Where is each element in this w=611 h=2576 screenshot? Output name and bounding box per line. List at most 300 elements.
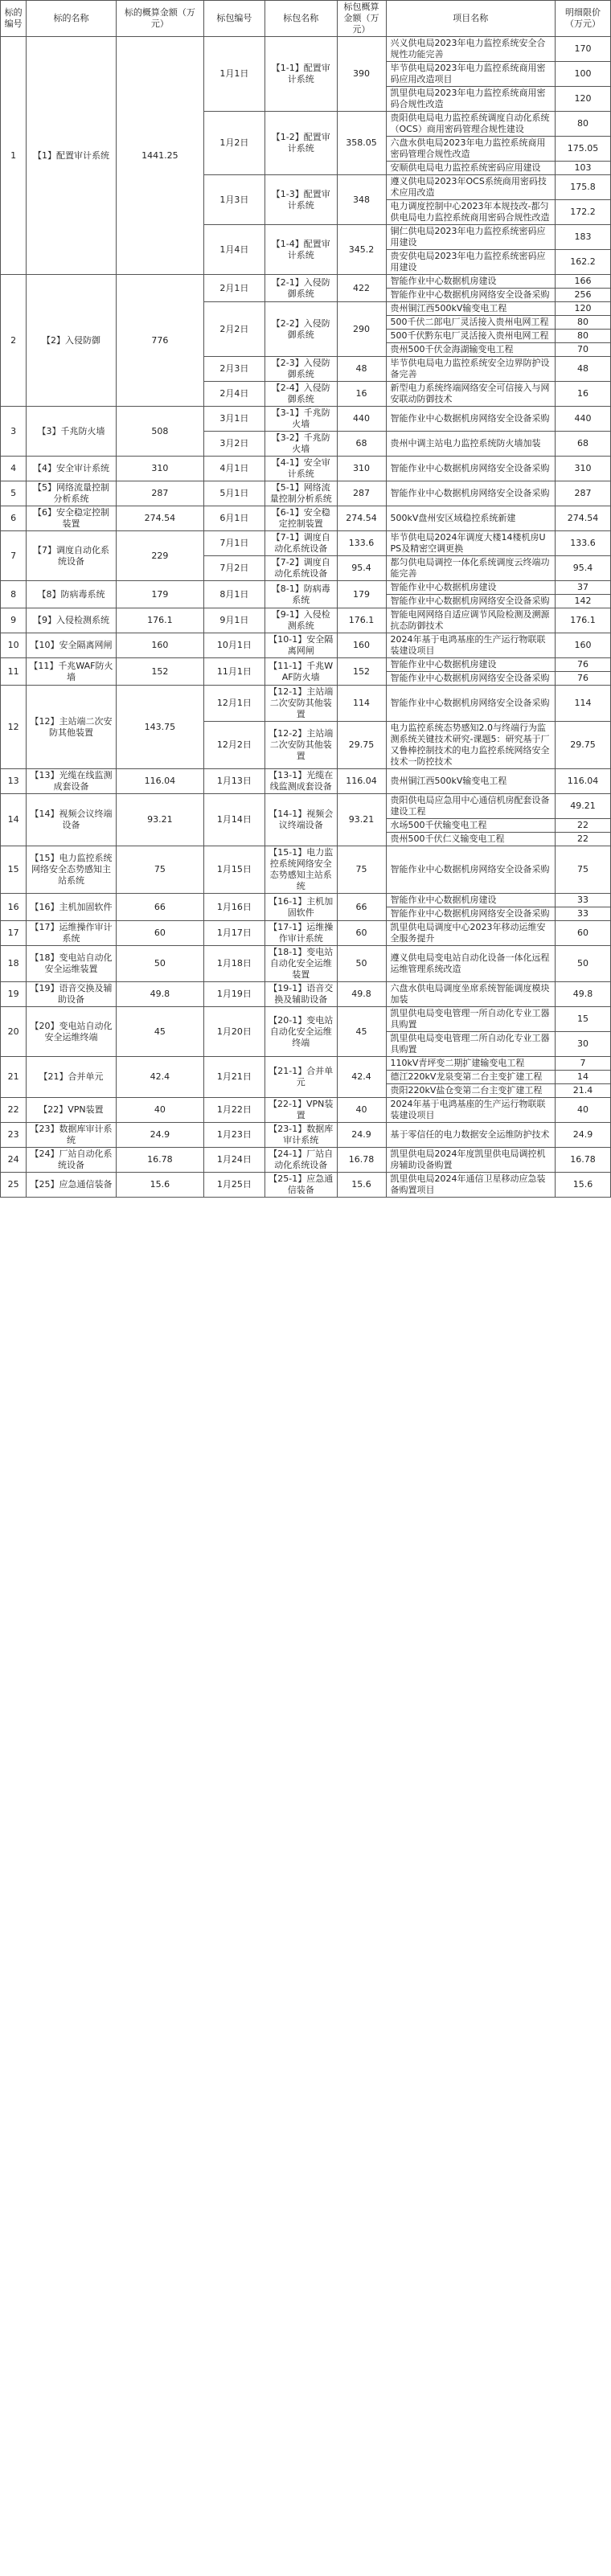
package-name: 【18-1】变电站自动化安全运维装置 — [264, 946, 337, 982]
limit-price: 160 — [555, 633, 610, 658]
package-no: 1月4日 — [203, 225, 264, 275]
limit-price: 310 — [555, 457, 610, 481]
project-name: 贵州铜江西500kV输变电工程 — [386, 769, 555, 794]
project-name: 凯里供电局2023年电力监控系统商用密码合规性改造 — [386, 87, 555, 112]
lot-name: 【23】数据库审计系统 — [27, 1123, 117, 1148]
package-amount: 24.9 — [337, 1123, 386, 1148]
limit-price: 60 — [555, 921, 610, 946]
lot-name: 【21】合并单元 — [27, 1057, 117, 1098]
table-row — [1, 37, 611, 62]
package-name: 【1-2】配置审计系统 — [264, 112, 337, 175]
lot-name: 【12】主站端二次安防其他装置 — [27, 686, 117, 769]
limit-price: 70 — [555, 343, 610, 357]
project-name: 贵州500千伏金海湖输变电工程 — [386, 343, 555, 357]
table-row — [1, 506, 611, 531]
project-name: 六盘水供电局2023年电力监控系统商用密码管理合规性改造 — [386, 137, 555, 162]
package-amount: 68 — [337, 432, 386, 457]
lot-amount: 176.1 — [116, 608, 203, 633]
table-row — [1, 686, 611, 722]
lot-no: 18 — [1, 946, 27, 982]
table-row — [1, 1057, 611, 1071]
package-amount: 358.05 — [337, 112, 386, 175]
package-no: 1月3日 — [203, 175, 264, 225]
project-name: 110kV青坪变二期扩建输变电工程 — [386, 1057, 555, 1071]
project-name: 遵义供电局变电站自动化设备一体化远程运维管理系统改造 — [386, 946, 555, 982]
lot-name: 【8】防病毒系统 — [27, 581, 117, 608]
limit-price: 80 — [555, 330, 610, 343]
package-name: 【16-1】主机加固软件 — [264, 894, 337, 921]
project-name: 智能作业中心数据机房建设 — [386, 581, 555, 595]
package-amount: 95.4 — [337, 556, 386, 581]
limit-price: 49.8 — [555, 982, 610, 1007]
package-no: 1月24日 — [203, 1148, 264, 1173]
package-no: 8月1日 — [203, 581, 264, 608]
package-no: 1月16日 — [203, 894, 264, 921]
package-no: 1月19日 — [203, 982, 264, 1007]
lot-no: 8 — [1, 581, 27, 608]
limit-price: 14 — [555, 1071, 610, 1084]
table-row — [1, 1007, 611, 1032]
project-name: 智能作业中心数据机房网络安全设备采购 — [386, 907, 555, 921]
limit-price: 114 — [555, 686, 610, 722]
lot-name: 【20】变电站自动化安全运维终端 — [27, 1007, 117, 1057]
package-amount: 274.54 — [337, 506, 386, 531]
limit-price: 116.04 — [555, 769, 610, 794]
package-amount: 16 — [337, 382, 386, 407]
limit-price: 21.4 — [555, 1084, 610, 1098]
project-name: 凯里供电局调度中心2023年移动运维安全服务提升 — [386, 921, 555, 946]
project-name: 智能作业中心数据机房网络安全设备采购 — [386, 407, 555, 432]
table-row — [1, 894, 611, 907]
package-no: 1月21日 — [203, 1057, 264, 1098]
package-amount: 114 — [337, 686, 386, 722]
package-no: 1月1日 — [203, 37, 264, 112]
lot-name: 【3】千兆防火墙 — [27, 407, 117, 457]
lot-amount: 42.4 — [116, 1057, 203, 1098]
project-name: 毕节供电局电力监控系统安全边界防护设备完善 — [386, 357, 555, 382]
limit-price: 175.05 — [555, 137, 610, 162]
table-row — [1, 531, 611, 556]
package-name: 【9-1】入侵检测系统 — [264, 608, 337, 633]
limit-price: 170 — [555, 37, 610, 62]
project-name: 贵州铜江西500kV输变电工程 — [386, 302, 555, 316]
lot-amount: 143.75 — [116, 686, 203, 769]
project-name: 六盘水供电局调度坐席系统智能调度模块加装 — [386, 982, 555, 1007]
lot-no: 24 — [1, 1148, 27, 1173]
limit-price: 40 — [555, 1098, 610, 1123]
lot-amount: 776 — [116, 275, 203, 407]
lot-amount: 287 — [116, 481, 203, 506]
package-amount: 133.6 — [337, 531, 386, 556]
lot-no: 12 — [1, 686, 27, 769]
limit-price: 33 — [555, 894, 610, 907]
package-no: 11月1日 — [203, 658, 264, 686]
lot-amount: 310 — [116, 457, 203, 481]
lot-amount: 1441.25 — [116, 37, 203, 275]
table-row — [1, 921, 611, 946]
package-amount: 50 — [337, 946, 386, 982]
lot-no: 11 — [1, 658, 27, 686]
package-name: 【1-4】配置审计系统 — [264, 225, 337, 275]
project-name: 500千伏二郎电厂灵活接入贵州电网工程 — [386, 316, 555, 330]
lot-no: 20 — [1, 1007, 27, 1057]
lot-name: 【7】调度自动化系统设备 — [27, 531, 117, 581]
table-row — [1, 658, 611, 672]
package-no: 2月3日 — [203, 357, 264, 382]
package-name: 【20-1】变电站自动化安全运维终端 — [264, 1007, 337, 1057]
lot-no: 21 — [1, 1057, 27, 1098]
lot-name: 【16】主机加固软件 — [27, 894, 117, 921]
limit-price: 22 — [555, 819, 610, 833]
project-name: 遵义供电局2023年OCS系统商用密码技术应用改造 — [386, 175, 555, 200]
package-name: 【2-2】入侵防御系统 — [264, 302, 337, 357]
package-name: 【11-1】千兆WAF防火墙 — [264, 658, 337, 686]
limit-price: 68 — [555, 432, 610, 457]
package-no: 3月2日 — [203, 432, 264, 457]
project-name: 贵安供电局2023年电力监控系统密码应用建设 — [386, 250, 555, 275]
table-row — [1, 982, 611, 1007]
lot-amount: 40 — [116, 1098, 203, 1123]
package-amount: 42.4 — [337, 1057, 386, 1098]
package-name: 【8-1】防病毒系统 — [264, 581, 337, 608]
lot-no: 25 — [1, 1173, 27, 1198]
project-name: 毕节供电局2024年调度大楼14楼机房UPS及精密空调更换 — [386, 531, 555, 556]
limit-price: 440 — [555, 407, 610, 432]
package-amount: 75 — [337, 846, 386, 894]
package-amount: 15.6 — [337, 1173, 386, 1198]
lot-no: 17 — [1, 921, 27, 946]
package-name: 【5-1】网络流量控制分析系统 — [264, 481, 337, 506]
package-amount: 93.21 — [337, 794, 386, 846]
package-no: 5月1日 — [203, 481, 264, 506]
package-no: 1月15日 — [203, 846, 264, 894]
lot-no: 19 — [1, 982, 27, 1007]
project-name: 500千伏黔东电厂灵活接入贵州电网工程 — [386, 330, 555, 343]
header-project-name: 项目名称 — [386, 1, 555, 37]
lot-name: 【9】入侵检测系统 — [27, 608, 117, 633]
package-amount: 310 — [337, 457, 386, 481]
limit-price: 37 — [555, 581, 610, 595]
limit-price: 183 — [555, 225, 610, 250]
lot-amount: 229 — [116, 531, 203, 581]
header-package-name: 标包名称 — [264, 1, 337, 37]
lot-no: 14 — [1, 794, 27, 846]
project-name: 新型电力系统终端网络安全可信接入与网安联动防御技术 — [386, 382, 555, 407]
package-no: 10月1日 — [203, 633, 264, 658]
project-name: 德江220kV龙泉变第二台主变扩建工程 — [386, 1071, 555, 1084]
lot-no: 7 — [1, 531, 27, 581]
header-limit: 明细限价（万元） — [555, 1, 610, 37]
limit-price: 16 — [555, 382, 610, 407]
package-name: 【1-3】配置审计系统 — [264, 175, 337, 225]
lot-no: 15 — [1, 846, 27, 894]
limit-price: 75 — [555, 846, 610, 894]
lot-name: 【19】语音交换及辅助设备 — [27, 982, 117, 1007]
header-lot-amount: 标的概算金额（万元） — [116, 1, 203, 37]
package-no: 2月2日 — [203, 302, 264, 357]
lot-name: 【25】应急通信装备 — [27, 1173, 117, 1198]
package-name: 【23-1】数据库审计系统 — [264, 1123, 337, 1148]
limit-price: 49.21 — [555, 794, 610, 819]
lot-amount: 49.8 — [116, 982, 203, 1007]
project-name: 贵阳220kV盐仓变第二台主变扩建工程 — [386, 1084, 555, 1098]
project-name: 智能作业中心数据机房建设 — [386, 894, 555, 907]
table-row — [1, 1173, 611, 1198]
project-name: 电力监控系统态势感知2.0与终端行为监测系统关键技术研究-课题5：研究基于厂又鲁棒控制技术的电力监控系统网络安全技术一防控技术 — [386, 722, 555, 769]
limit-price: 162.2 — [555, 250, 610, 275]
package-amount: 60 — [337, 921, 386, 946]
package-amount: 45 — [337, 1007, 386, 1057]
table-body — [1, 37, 611, 1198]
project-name: 贵州500千伏仁义输变电工程 — [386, 833, 555, 846]
lot-name: 【18】变电站自动化安全运维装置 — [27, 946, 117, 982]
package-name: 【17-1】运维操作审计系统 — [264, 921, 337, 946]
limit-price: 15 — [555, 1007, 610, 1032]
lot-no: 2 — [1, 275, 27, 407]
table-row — [1, 769, 611, 794]
package-name: 【7-2】调度自动化系统设备 — [264, 556, 337, 581]
package-amount: 422 — [337, 275, 386, 302]
lot-amount: 274.54 — [116, 506, 203, 531]
package-name: 【13-1】光缆在线监测成套设备 — [264, 769, 337, 794]
package-amount: 440 — [337, 407, 386, 432]
project-name: 凯里供电局变电管理一所自动化专业工器具购置 — [386, 1007, 555, 1032]
table-row — [1, 581, 611, 595]
lot-name: 【15】电力监控系统网络安全态势感知主站系统 — [27, 846, 117, 894]
package-name: 【2-3】入侵防御系统 — [264, 357, 337, 382]
lot-name: 【1】配置审计系统 — [27, 37, 117, 275]
limit-price: 172.2 — [555, 200, 610, 225]
lot-amount: 160 — [116, 633, 203, 658]
lot-amount: 66 — [116, 894, 203, 921]
limit-price: 166 — [555, 275, 610, 289]
lot-amount: 179 — [116, 581, 203, 608]
project-name: 智能电网网络自适应调节风险检测及溯源抗态防御技术 — [386, 608, 555, 633]
lot-amount: 75 — [116, 846, 203, 894]
project-name: 智能作业中心数据机房网络安全设备采购 — [386, 846, 555, 894]
package-amount: 160 — [337, 633, 386, 658]
package-name: 【24-1】厂站自动化系统设备 — [264, 1148, 337, 1173]
limit-price: 176.1 — [555, 608, 610, 633]
package-no: 1月20日 — [203, 1007, 264, 1057]
package-no: 1月13日 — [203, 769, 264, 794]
package-amount: 176.1 — [337, 608, 386, 633]
limit-price: 274.54 — [555, 506, 610, 531]
project-name: 智能作业中心数据机房网络安全设备采购 — [386, 457, 555, 481]
package-no: 6月1日 — [203, 506, 264, 531]
package-no: 1月2日 — [203, 112, 264, 175]
package-amount: 152 — [337, 658, 386, 686]
package-no: 2月4日 — [203, 382, 264, 407]
project-name: 500kV盘州安区域稳控系统新建 — [386, 506, 555, 531]
package-name: 【12-1】主站端二次安防其他装置 — [264, 686, 337, 722]
package-no: 9月1日 — [203, 608, 264, 633]
limit-price: 256 — [555, 289, 610, 302]
package-no: 12月1日 — [203, 686, 264, 722]
project-name: 2024年基于电鸿基座的生产运行物联联装建设项目 — [386, 1098, 555, 1123]
limit-price: 287 — [555, 481, 610, 506]
project-name: 智能作业中心数据机房建设 — [386, 658, 555, 672]
limit-price: 50 — [555, 946, 610, 982]
lot-amount: 16.78 — [116, 1148, 203, 1173]
project-name: 基于零信任的电力数据安全运维防护技术 — [386, 1123, 555, 1148]
table-row — [1, 457, 611, 481]
limit-price: 15.6 — [555, 1173, 610, 1198]
package-name: 【1-1】配置审计系统 — [264, 37, 337, 112]
project-name: 贵阳供电局应急用中心通信机房配套设备建设工程 — [386, 794, 555, 819]
package-amount: 287 — [337, 481, 386, 506]
package-amount: 390 — [337, 37, 386, 112]
project-name: 2024年基于电鸿基座的生产运行物联联装建设项目 — [386, 633, 555, 658]
package-name: 【6-1】安全稳定控制装置 — [264, 506, 337, 531]
project-name: 水场500千伏输变电工程 — [386, 819, 555, 833]
lot-no: 22 — [1, 1098, 27, 1123]
package-no: 1月22日 — [203, 1098, 264, 1123]
table-row — [1, 608, 611, 633]
package-amount: 348 — [337, 175, 386, 225]
project-name: 凯里供电局2024年度凯里供电局调控机房辅助设备购置 — [386, 1148, 555, 1173]
lot-no: 10 — [1, 633, 27, 658]
lot-no: 3 — [1, 407, 27, 457]
package-name: 【22-1】VPN装置 — [264, 1098, 337, 1123]
lot-no: 23 — [1, 1123, 27, 1148]
lot-name: 【13】光缆在线监测成套设备 — [27, 769, 117, 794]
package-name: 【2-1】入侵防御系统 — [264, 275, 337, 302]
lot-name: 【5】网络流量控制分析系统 — [27, 481, 117, 506]
package-no: 7月1日 — [203, 531, 264, 556]
package-no: 12月2日 — [203, 722, 264, 769]
limit-price: 100 — [555, 62, 610, 87]
package-name: 【14-1】视频会议终端设备 — [264, 794, 337, 846]
limit-price: 103 — [555, 162, 610, 175]
package-no: 7月2日 — [203, 556, 264, 581]
lot-amount: 93.21 — [116, 794, 203, 846]
project-name: 都匀供电局调控一体化系统调度云终端功能完善 — [386, 556, 555, 581]
limit-price: 133.6 — [555, 531, 610, 556]
limit-price: 30 — [555, 1032, 610, 1057]
header-lot-no: 标的编号 — [1, 1, 27, 37]
package-no: 1月23日 — [203, 1123, 264, 1148]
package-amount: 345.2 — [337, 225, 386, 275]
package-amount: 49.8 — [337, 982, 386, 1007]
header-lot-name: 标的名称 — [27, 1, 117, 37]
lot-amount: 60 — [116, 921, 203, 946]
lot-name: 【6】安全稳定控制装置 — [27, 506, 117, 531]
project-name: 贵州中调主站电力监控系统防火墙加装 — [386, 432, 555, 457]
table-row — [1, 1148, 611, 1173]
package-amount: 116.04 — [337, 769, 386, 794]
limit-price: 76 — [555, 672, 610, 686]
limit-price: 142 — [555, 595, 610, 608]
table-row — [1, 846, 611, 894]
lot-name: 【11】千兆WAF防火墙 — [27, 658, 117, 686]
lot-name: 【14】视频会议终端设备 — [27, 794, 117, 846]
package-name: 【3-1】千兆防火墙 — [264, 407, 337, 432]
package-amount: 40 — [337, 1098, 386, 1123]
project-name: 智能作业中心数据机房网络安全设备采购 — [386, 686, 555, 722]
lot-no: 9 — [1, 608, 27, 633]
project-name: 毕节供电局2023年电力监控系统商用密码应用改造项目 — [386, 62, 555, 87]
limit-price: 80 — [555, 316, 610, 330]
header-package-amount: 标包概算金额（万元） — [337, 1, 386, 37]
lot-amount: 15.6 — [116, 1173, 203, 1198]
package-amount: 179 — [337, 581, 386, 608]
lot-name: 【24】厂站自动化系统设备 — [27, 1148, 117, 1173]
table-row — [1, 1098, 611, 1123]
package-name: 【21-1】合并单元 — [264, 1057, 337, 1098]
limit-price: 24.9 — [555, 1123, 610, 1148]
project-name: 凯里供电局2024年通信卫星移动应急装备购置项目 — [386, 1173, 555, 1198]
limit-price: 95.4 — [555, 556, 610, 581]
lot-no: 16 — [1, 894, 27, 921]
lot-no: 5 — [1, 481, 27, 506]
limit-price: 80 — [555, 112, 610, 137]
project-name: 智能作业中心数据机房网络安全设备采购 — [386, 595, 555, 608]
lot-amount: 50 — [116, 946, 203, 982]
package-amount: 290 — [337, 302, 386, 357]
package-no: 1月18日 — [203, 946, 264, 982]
lot-amount: 45 — [116, 1007, 203, 1057]
lot-name: 【10】安全隔离网闸 — [27, 633, 117, 658]
package-name: 【15-1】电力监控系统网络安全态势感知主站系统 — [264, 846, 337, 894]
table-row — [1, 1123, 611, 1148]
package-no: 1月25日 — [203, 1173, 264, 1198]
package-name: 【12-2】主站端二次安防其他装置 — [264, 722, 337, 769]
lot-amount: 24.9 — [116, 1123, 203, 1148]
lot-name: 【4】安全审计系统 — [27, 457, 117, 481]
header-row — [1, 1, 611, 37]
limit-price: 120 — [555, 302, 610, 316]
table-row — [1, 633, 611, 658]
project-name: 智能作业中心数据机房网络安全设备采购 — [386, 672, 555, 686]
limit-price: 7 — [555, 1057, 610, 1071]
package-name: 【7-1】调度自动化系统设备 — [264, 531, 337, 556]
limit-price: 175.8 — [555, 175, 610, 200]
package-no: 4月1日 — [203, 457, 264, 481]
project-name: 安顺供电局电力监控系统密码应用建设 — [386, 162, 555, 175]
project-name: 铜仁供电局2023年电力监控系统密码应用建设 — [386, 225, 555, 250]
lot-amount: 116.04 — [116, 769, 203, 794]
limit-price: 76 — [555, 658, 610, 672]
package-name: 【19-1】语音交换及辅助设备 — [264, 982, 337, 1007]
project-name: 凯里供电局变电管理二所自动化专业工器具购置 — [386, 1032, 555, 1057]
package-name: 【25-1】应急通信装备 — [264, 1173, 337, 1198]
project-name: 贵阳供电局电力监控系统调度自动化系统（OCS）商用密码管理合规性建设 — [386, 112, 555, 137]
package-amount: 48 — [337, 357, 386, 382]
project-name: 智能作业中心数据机房建设 — [386, 275, 555, 289]
package-amount: 16.78 — [337, 1148, 386, 1173]
limit-price: 22 — [555, 833, 610, 846]
project-name: 智能作业中心数据机房网络安全设备采购 — [386, 289, 555, 302]
lot-name: 【17】运维操作审计系统 — [27, 921, 117, 946]
table-row — [1, 407, 611, 432]
table-row — [1, 275, 611, 289]
budget-table — [0, 0, 611, 1198]
limit-price: 29.75 — [555, 722, 610, 769]
package-amount: 66 — [337, 894, 386, 921]
project-name: 兴义供电局2023年电力监控系统安全合规性功能完善 — [386, 37, 555, 62]
package-no: 3月1日 — [203, 407, 264, 432]
project-name: 智能作业中心数据机房网络安全设备采购 — [386, 481, 555, 506]
lot-no: 6 — [1, 506, 27, 531]
lot-name: 【2】入侵防御 — [27, 275, 117, 407]
package-no: 1月17日 — [203, 921, 264, 946]
package-no: 2月1日 — [203, 275, 264, 302]
lot-no: 4 — [1, 457, 27, 481]
lot-amount: 152 — [116, 658, 203, 686]
lot-name: 【22】VPN装置 — [27, 1098, 117, 1123]
table-row — [1, 481, 611, 506]
